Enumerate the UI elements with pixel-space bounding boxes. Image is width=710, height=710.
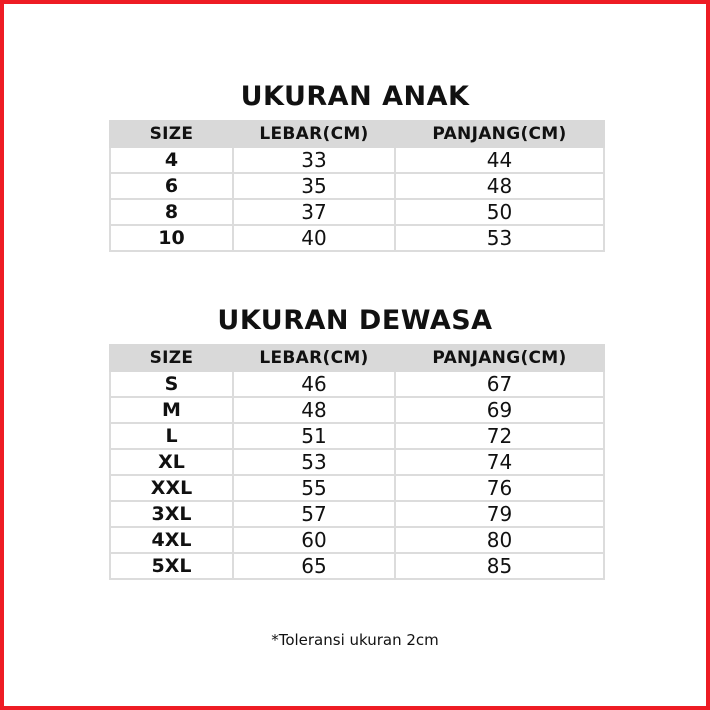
length-cell: 85 [395, 553, 604, 579]
size-cell: M [110, 397, 233, 423]
tolerance-note: *Toleransi ukuran 2cm [271, 631, 439, 649]
size-cell: L [110, 423, 233, 449]
length-cell: 50 [395, 199, 604, 225]
column-header-size: SIZE [110, 121, 233, 147]
adult-size-table [109, 344, 605, 580]
length-cell: 72 [395, 423, 604, 449]
length-cell: 80 [395, 527, 604, 553]
table-row [110, 147, 604, 173]
size-cell: XL [110, 449, 233, 475]
size-cell: 8 [110, 199, 233, 225]
kids-size-table [109, 120, 605, 252]
table-header-row [110, 345, 604, 371]
table-row [110, 527, 604, 553]
length-cell: 67 [395, 371, 604, 397]
size-cell: 10 [110, 225, 233, 251]
width-cell: 37 [233, 199, 395, 225]
column-header-width: LEBAR(CM) [233, 121, 395, 147]
width-cell: 53 [233, 449, 395, 475]
length-cell: 76 [395, 475, 604, 501]
width-cell: 60 [233, 527, 395, 553]
size-cell: 5XL [110, 553, 233, 579]
table-header-row [110, 121, 604, 147]
size-cell: 4XL [110, 527, 233, 553]
size-cell: 4 [110, 147, 233, 173]
size-cell: 3XL [110, 501, 233, 527]
size-cell: S [110, 371, 233, 397]
table-row [110, 475, 604, 501]
table-row [110, 501, 604, 527]
kids-size-title: UKURAN ANAK [240, 81, 470, 112]
width-cell: 40 [233, 225, 395, 251]
width-cell: 51 [233, 423, 395, 449]
table-row [110, 225, 604, 251]
width-cell: 57 [233, 501, 395, 527]
table-row [110, 199, 604, 225]
column-header-length: PANJANG(CM) [395, 121, 604, 147]
length-cell: 79 [395, 501, 604, 527]
length-cell: 48 [395, 173, 604, 199]
table-row [110, 449, 604, 475]
length-cell: 69 [395, 397, 604, 423]
table-row [110, 397, 604, 423]
width-cell: 46 [233, 371, 395, 397]
table-row [110, 371, 604, 397]
width-cell: 35 [233, 173, 395, 199]
column-header-length: PANJANG(CM) [395, 345, 604, 371]
width-cell: 65 [233, 553, 395, 579]
column-header-size: SIZE [110, 345, 233, 371]
width-cell: 33 [233, 147, 395, 173]
width-cell: 48 [233, 397, 395, 423]
table-row [110, 553, 604, 579]
column-header-width: LEBAR(CM) [233, 345, 395, 371]
table-row [110, 423, 604, 449]
size-cell: 6 [110, 173, 233, 199]
width-cell: 55 [233, 475, 395, 501]
length-cell: 53 [395, 225, 604, 251]
length-cell: 44 [395, 147, 604, 173]
size-cell: XXL [110, 475, 233, 501]
adult-size-title: UKURAN DEWASA [217, 305, 493, 336]
length-cell: 74 [395, 449, 604, 475]
table-row [110, 173, 604, 199]
